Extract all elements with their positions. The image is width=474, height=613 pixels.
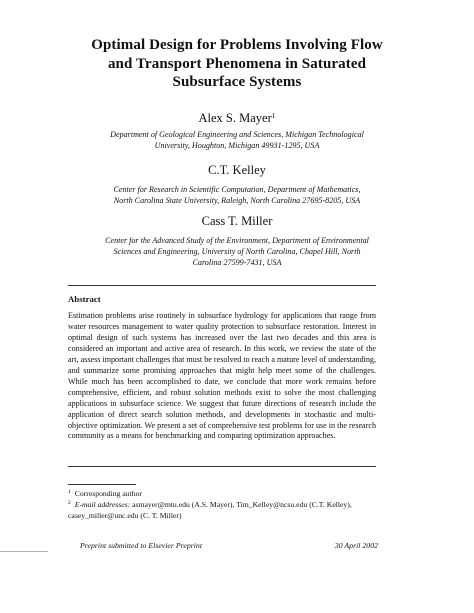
title-line: and Transport Phenomena in Saturated: [107, 55, 367, 72]
preprint-date: 30 April 2002: [334, 541, 378, 550]
abstract-heading: Abstract: [68, 294, 101, 304]
title-line: Optimal Design for Problems Involving Flow: [91, 37, 383, 53]
paper-title: [40, 36, 434, 92]
author-name: C.T. Kelley: [208, 163, 266, 177]
preprint-note: Preprint submitted to Elsevier Preprint: [80, 541, 202, 550]
author-name: Alex S. Mayer$^1$: [198, 111, 276, 125]
abstract-bottom-rule: [68, 466, 376, 467]
author-affiliation: Department of Geological Engineering and Sciences, Michigan Technological University, Houghton, Michigan 49931-1295, USA: [110, 130, 364, 150]
footnote: $^2$ E-mail addresses: asmayer@mtu.edu (A.S. Mayer), Tim_Kelley@ncsu.edu (C.T. Kelley), casey_miller@unc.edu (C. T. Miller): [68, 500, 352, 520]
margin-mark: [0, 551, 48, 552]
author-affiliation: Center for Research in Scientific Computation, Department of Mathematics, North Carolina State University, Raleigh, North Carolina 27695-8205, USA: [113, 185, 361, 205]
abstract-text: Estimation problems arise routinely in subsurface hydrology for applications that range from water resources management to water quality protection to subsurface restoration. Interest in optimal design of such systems has increased over the last two decades and this area is considered an important and active area of research. In this work, we review the state of the art, assess important challenges that must be resolved to reach a mature level of understanding, and summarize some promising approaches that might help meet some of the challenges. While much has been accomplished to date, we conclude that more work remains before comprehensive, efficient, and robust solution methods exist to solve the most challenging applications in subsurface science. We suggest that future directions of research include the application of direct search solution methods, and developments in stochastic and multi-objective optimization. We present a set of comprehensive test problems for use in the research community as a means for benchmarking and comparing optimization approaches.: [68, 311, 376, 441]
abstract-top-rule: [68, 285, 376, 286]
footnote: $^1$ Corresponding author: [68, 489, 143, 498]
title-line: Subsurface Systems: [172, 74, 302, 90]
author-name: Cass T. Miller: [201, 214, 273, 228]
author-footnote-mark: 1: [271, 111, 276, 120]
footnote-rule: [68, 484, 136, 485]
author-affiliation: Center for the Advanced Study of the Environment, Department of Environmental Sciences and Engineering, University of North Carolina, Chapel Hill, North Carolina 27599-7431, USA: [105, 236, 369, 267]
